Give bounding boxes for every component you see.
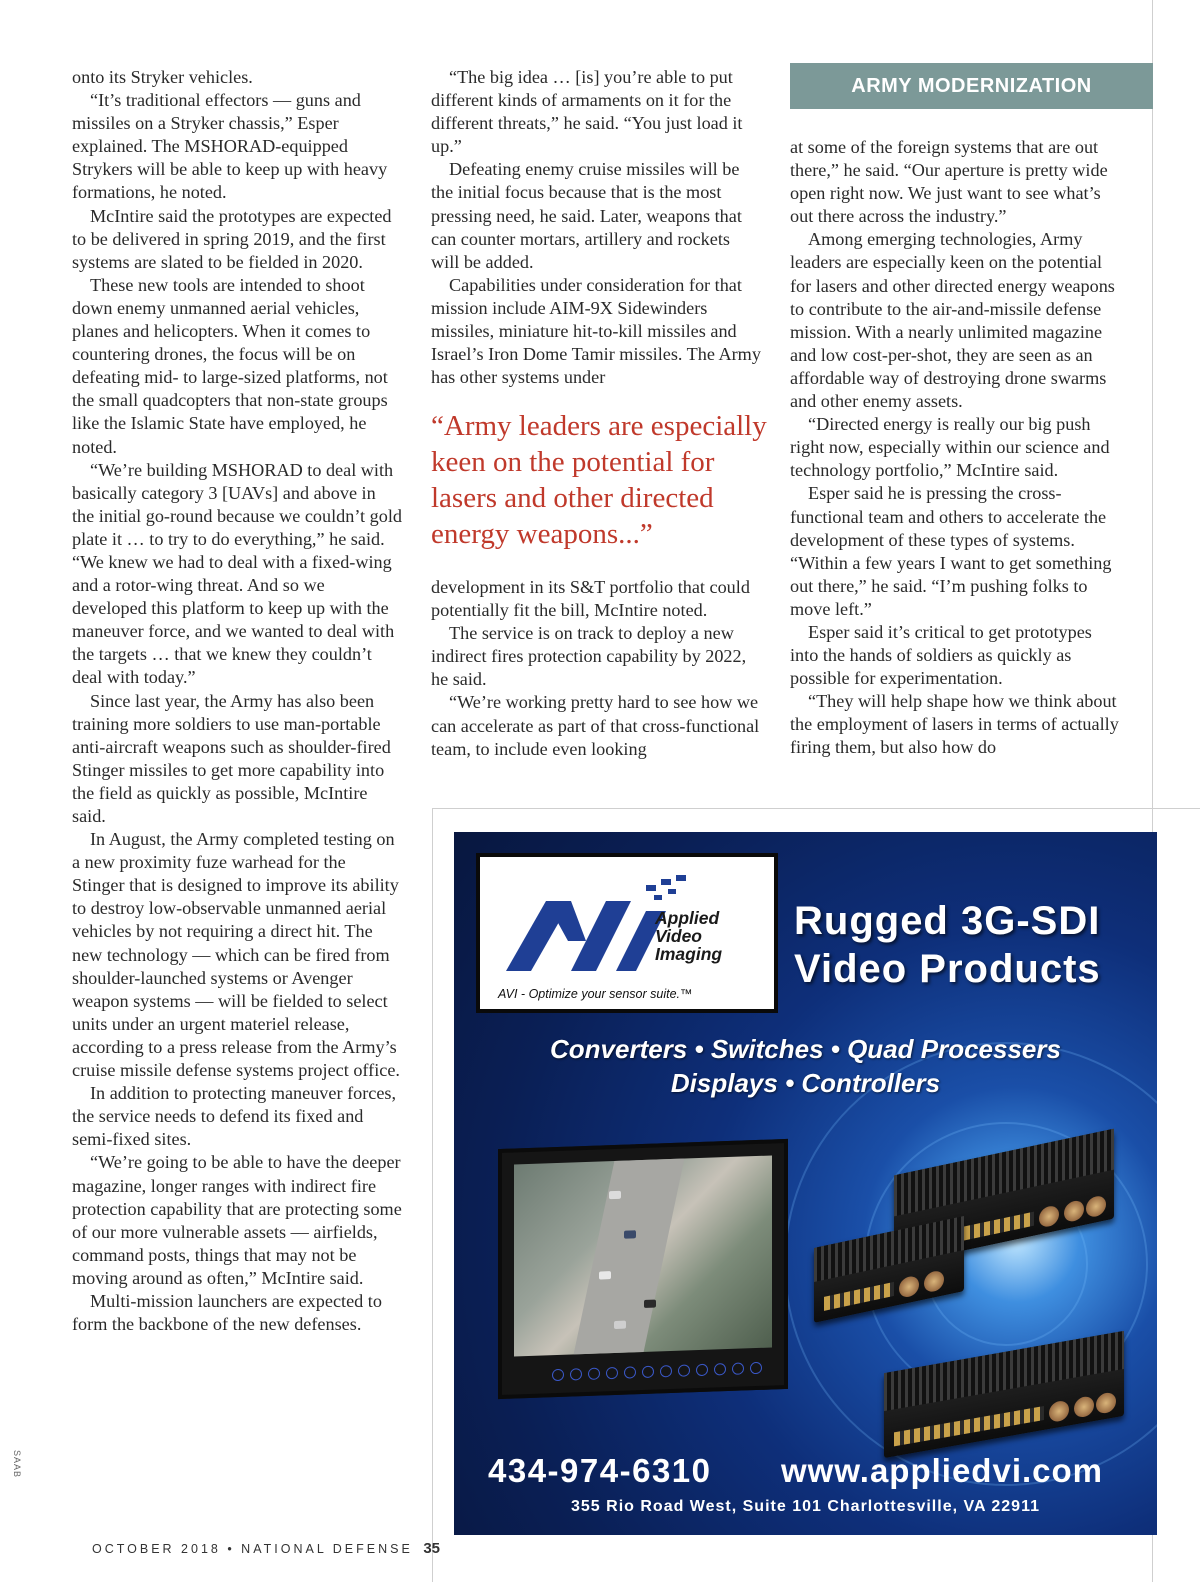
company-tagline: AVI - Optimize your sensor suite.™: [498, 987, 693, 1001]
ad-top-rule: [432, 808, 1200, 809]
article-column-3: [790, 136, 1120, 760]
product-list: Converters • Switches • Quad Processers Displays • Controllers: [550, 1034, 1061, 1098]
paragraph: Esper said he is pressing the cross-functional team and others to accelerate the development of these types of systems. “Within a few years I want to get something out there,” he said. “I’m pushing folks to move left.”: [790, 483, 1112, 619]
road-image: [574, 1159, 685, 1355]
ad-left-rule: [432, 808, 433, 1582]
page-number: 35: [423, 1540, 440, 1557]
car-image: [599, 1271, 611, 1279]
paragraph: development in its S&T portfolio that could potentially fit the bill, McIntire noted.: [431, 577, 750, 621]
paragraph: McIntire said the prototypes are expected to be delivered in spring 2019, and the first systems are slated to be fielded in 2020.: [72, 205, 392, 272]
photo-credit: SAAB: [12, 1450, 22, 1479]
car-image: [624, 1230, 636, 1238]
paragraph: Defeating enemy cruise missiles will be the initial focus because that is the most pressing need, he said. Later, weapons that can counter mortars, artillery and rockets will be added.: [431, 159, 742, 272]
paragraph: Among emerging technologies, Army leaders are especially keen on the potential for lasers and other directed energy weapons to contribute to the air-and-missile defense mission. With a nearly unlimited magazine and low cost-per-shot, they are seen as an affordable way of destroying drone swarms and other enemy assets.: [790, 229, 1115, 412]
paragraph: Since last year, the Army has also been training more soldiers to use man-portable anti-aircraft weapons such as shoulder-fired Stinger missiles to get more capability into the field as quickly as possible, McIntire said.: [72, 690, 391, 826]
car-image: [614, 1321, 626, 1329]
paragraph: “The big idea … [is] you’re able to put different kinds of armaments on it for the different threats,” he said. “You just load it up.”: [431, 67, 743, 157]
paragraph: These new tools are intended to shoot down enemy unmanned aerial vehicles, planes and helicopters. When it comes to countering drones, the focus will be on defeating mid- to large-sized platforms, not the small quadcopters that non-state groups like the Islamic State have employed, he noted.: [72, 274, 388, 457]
paragraph: “It’s traditional effectors — guns and missiles on a Stryker chassis,” Esper explained. The MSHORAD-equipped Strykers will be able to keep up with heavy formations, he noted.: [72, 90, 388, 203]
pull-quote: “Army leaders are especially keen on the potential for lasers and other directed energy weapons...”: [431, 410, 767, 550]
paragraph: “Directed energy is really our big push right now, especially within our science and technology portfolio,” McIntire said.: [790, 414, 1110, 481]
paragraph: “We’re working pretty hard to see how we can accelerate as part of that cross-functional team, to include even looking: [431, 692, 760, 759]
paragraph: at some of the foreign systems that are out there,” he said. “Our aperture is pretty wide open right now. We just want to see what’s out there across the industry.”: [790, 137, 1108, 227]
paragraph: Capabilities under consideration for that mission include AIM-9X Sidewinders missiles, miniature hit-to-kill missiles and Israel’s Iron Dome Tamir missiles. The Army has other systems under: [431, 274, 761, 388]
article-column-1: [72, 66, 402, 1336]
paragraph: In addition to protecting maneuver forces, the service needs to defend its fixed and semi-fixed sites.: [72, 1083, 397, 1150]
paragraph: Esper said it’s critical to get prototypes into the hands of soldiers as quickly as possible for experimentation.: [790, 621, 1092, 689]
section-banner: ARMY MODERNIZATION: [790, 63, 1153, 109]
issue-line: OCTOBER 2018 • NATIONAL DEFENSE: [92, 1542, 413, 1556]
page-footer: [92, 1540, 440, 1557]
car-image: [644, 1300, 656, 1308]
paragraph: “We’re going to be able to have the deeper magazine, longer ranges with indirect fire protection capability that are protecting some of our more vulnerable assets — airfields, command posts, things that may not be moving around as often,” McIntire said.: [72, 1152, 402, 1288]
paragraph: onto its Stryker vehicles.: [72, 67, 253, 87]
company-name: Applied Video Imaging: [655, 908, 723, 964]
ad-address: 355 Rio Road West, Suite 101 Charlottesville, VA 22911: [571, 1498, 1040, 1515]
paragraph: Multi-mission launchers are expected to form the backbone of the new defenses.: [72, 1290, 382, 1335]
ad-website-link[interactable]: www.appliedvi.com: [781, 1452, 1104, 1489]
article-column-2-bottom: [431, 576, 761, 761]
article-column-2-top: [431, 66, 761, 389]
advertisement[interactable]: [454, 832, 1157, 1535]
ad-headline: Rugged 3G-SDI Video Products: [794, 899, 1101, 991]
car-image: [609, 1191, 621, 1199]
aerial-video-screen: [514, 1155, 772, 1356]
ad-phone[interactable]: 434-974-6310: [488, 1452, 712, 1489]
monitor-buttons: [552, 1362, 762, 1381]
company-logo: [476, 853, 778, 1013]
paragraph: “They will help shape how we think about the employment of lasers in terms of actually firing them, but also how do: [790, 691, 1119, 758]
paragraph: In August, the Army completed testing on a new proximity fuze warhead for the Stinger that is designed to improve its ability to destroy low-observable unmanned aerial vehicles by not requiring a direct hit. The new technology — which can be fired from shoulder-launched systems or Avenger weapon systems — will be fielded to select units under an urgent materiel release, according to a press release from the Army’s cruise missile defense systems project office.: [72, 829, 400, 1081]
paragraph: “We’re building MSHORAD to deal with basically category 3 [UAVs] and above in the initial go-round because we couldn’t gold plate it … to try to do everything,” he said. “We knew we had to deal with a fixed-wing and a rotor-wing threat. And so we developed this platform to keep up with the maneuver force, and we wanted to deal with the targets … that we knew they couldn’t deal with today.”: [72, 459, 402, 688]
paragraph: The service is on track to deploy a new indirect fires protection capability by 2022, he said.: [431, 623, 747, 690]
display-monitor-image: [498, 1139, 788, 1399]
